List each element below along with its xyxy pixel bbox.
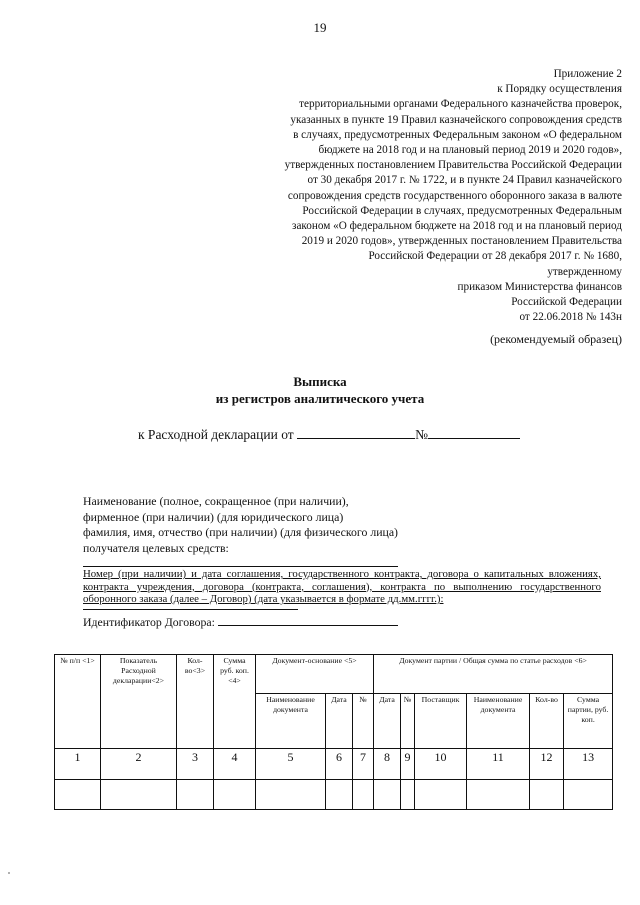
contract-identifier-blank[interactable] — [218, 612, 398, 626]
table-cell[interactable] — [401, 780, 415, 810]
appendix-line: к Порядку осуществления — [497, 83, 622, 96]
column-number: 7 — [353, 749, 374, 780]
column-number: 13 — [564, 749, 613, 780]
column-number: 2 — [101, 749, 177, 780]
header-basis-group: Документ-основание <5> — [256, 655, 374, 694]
header-basis-name: Наименование документа — [256, 694, 326, 749]
appendix-line: Российской Федерации в случаях, предусмотренных Федеральным — [302, 204, 622, 217]
recipient-blank-line[interactable] — [83, 566, 398, 567]
declaration-prefix: к Расходной декларации от — [138, 427, 294, 442]
table-cell[interactable] — [415, 780, 467, 810]
appendix-block — [222, 67, 622, 325]
appendix-line: территориальными органами Федерального казначейства проверок, — [299, 98, 622, 111]
table-cell[interactable] — [326, 780, 353, 810]
column-number-row — [55, 749, 613, 780]
header-batch-no: № — [401, 694, 415, 749]
header-qty: Кол-во<3> — [177, 655, 214, 749]
column-number: 1 — [55, 749, 101, 780]
header-basis-date: Дата — [326, 694, 353, 749]
table-cell[interactable] — [530, 780, 564, 810]
table-cell[interactable] — [353, 780, 374, 810]
table-cell[interactable] — [374, 780, 401, 810]
column-number: 3 — [177, 749, 214, 780]
register-table — [54, 654, 613, 810]
header-basis-no: № — [353, 694, 374, 749]
table-cell[interactable] — [101, 780, 177, 810]
appendix-line: 2019 и 2020 годов», утвержденных постановлением Правительства — [301, 235, 622, 248]
header-sum: Сумма руб. коп.<4> — [214, 655, 256, 749]
contract-text: Номер (при наличии) и дата соглашения, государственного контракта, договора о капитальных вложениях, контракта учреждения, договора (контракта, соглашения), контракта по выполнению государственного оборонного заказа (далее – Договор) (дата указывается в формате дд.мм.гггг.): — [83, 568, 601, 606]
column-number: 9 — [401, 749, 415, 780]
scan-artifact — [8, 872, 10, 874]
header-supplier: Поставщик — [415, 694, 467, 749]
table-cell[interactable] — [177, 780, 214, 810]
header-batch-date: Дата — [374, 694, 401, 749]
contract-description — [83, 568, 601, 606]
number-sign: № — [415, 427, 428, 442]
column-number: 5 — [256, 749, 326, 780]
column-number: 6 — [326, 749, 353, 780]
column-number: 11 — [467, 749, 530, 780]
column-number: 12 — [530, 749, 564, 780]
declaration-number-blank[interactable] — [428, 425, 520, 439]
appendix-line: Приложение 2 — [553, 68, 622, 80]
declaration-date-blank[interactable] — [297, 425, 415, 439]
appendix-line: законом «О федеральном бюджете на 2018 год и на плановый период — [292, 220, 622, 233]
appendix-line: бюджете на 2018 год и на плановый период 2019 и 2020 годов», — [318, 144, 622, 157]
title-line-2: из регистров аналитического учета — [215, 391, 425, 406]
header-batch-group: Документ партии / Общая сумма по статье расходов <6> — [374, 655, 613, 694]
recipient-block — [83, 494, 398, 556]
recipient-line: фамилия, имя, отчество (при наличии) (для физического лица) — [83, 525, 398, 539]
header-batch-sum: Сумма партии, руб. коп. — [564, 694, 613, 749]
appendix-line: утвержденному — [547, 265, 622, 278]
header-batch-name: Наименование документа — [467, 694, 530, 749]
table-cell[interactable] — [564, 780, 613, 810]
contract-identifier-label: Идентификатор Договора: — [83, 615, 215, 629]
table-cell[interactable] — [256, 780, 326, 810]
appendix-line: приказом Министерства финансов — [457, 280, 622, 293]
appendix-line: сопровождения средств государственного оборонного заказа в валюте — [287, 189, 622, 202]
contract-blank-line[interactable] — [83, 609, 298, 610]
appendix-line: Российской Федерации — [511, 296, 622, 309]
recipient-line: получателя целевых средств: — [83, 540, 229, 555]
declaration-reference — [138, 425, 520, 443]
header-no: № п/п <1> — [55, 655, 101, 749]
page-number: 19 — [313, 20, 327, 35]
document-title — [0, 373, 640, 407]
table-header-row — [55, 655, 613, 694]
appendix-line: от 22.06.2018 № 143н — [519, 311, 622, 324]
column-number: 8 — [374, 749, 401, 780]
appendix-line: от 30 декабря 2017 г. № 1722, и в пункте 24 Правил казначейского — [307, 174, 622, 187]
sample-note: (рекомендуемый образец) — [490, 332, 622, 346]
table-cell[interactable] — [467, 780, 530, 810]
table-cell[interactable] — [214, 780, 256, 810]
contract-identifier — [83, 612, 398, 630]
column-number: 4 — [214, 749, 256, 780]
table-cell[interactable] — [55, 780, 101, 810]
appendix-line: указанных в пункте 19 Правил казначейского сопровождения средств — [290, 113, 622, 126]
recipient-line: Наименование (полное, сокращенное (при наличии), — [83, 494, 349, 508]
title-line-1: Выписка — [293, 374, 347, 389]
appendix-line: Российской Федерации от 28 декабря 2017 г. № 1680, — [368, 250, 622, 263]
column-number: 10 — [415, 749, 467, 780]
table-row — [55, 780, 613, 810]
header-batch-qty: Кол-во — [530, 694, 564, 749]
header-indicator: Показатель Расходной декларации<2> — [101, 655, 177, 749]
recipient-line: фирменное (при наличии) (для юридического лица) — [83, 509, 344, 524]
appendix-line: в случаях, предусмотренных Федеральным законом «О федеральном — [293, 128, 622, 141]
appendix-line: утвержденных постановлением Правительства Российской Федерации — [284, 159, 622, 172]
